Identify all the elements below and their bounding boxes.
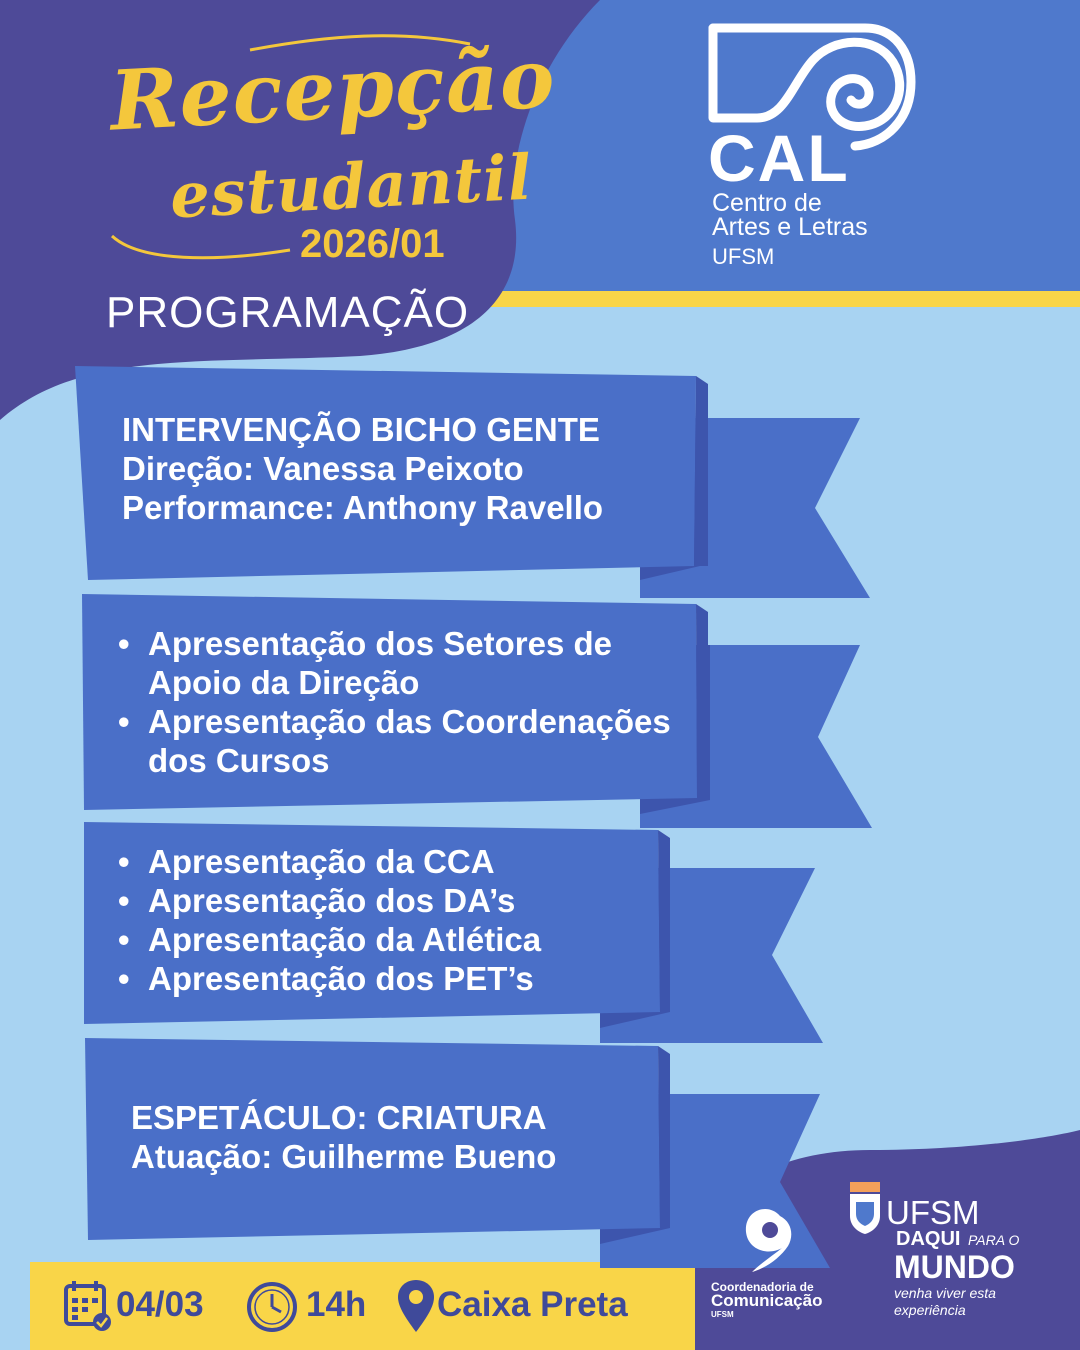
event-year: 2026/01 (300, 222, 445, 266)
list-item: • Apresentação das Coordenações dos Cursos (118, 702, 678, 780)
ufsm-para-o: PARA O (968, 1232, 1020, 1248)
cal-name-line-3: UFSM (712, 244, 775, 269)
ufsm-crest-icon (846, 1180, 884, 1236)
clock-icon (245, 1280, 299, 1334)
cal-name-line-1: Centro de (712, 189, 822, 217)
banner-4-line-1: ESPETÁCULO: CRIATURA (131, 1099, 547, 1136)
ufsm-daqui: DAQUI (896, 1228, 961, 1250)
cal-name-line-2: Artes e Letras (712, 213, 868, 241)
banner-1-line-1: INTERVENÇÃO BICHO GENTE (122, 411, 600, 448)
ufsm-slogan-line-1: venha viver esta (894, 1285, 996, 1301)
comunicacao-line-1: Coordenadoria de (711, 1280, 814, 1294)
ufsm-mundo: MUNDO (894, 1249, 1015, 1285)
comunicacao-line-2: Comunicação (711, 1291, 823, 1310)
list-item: • Apresentação da Atlética (118, 920, 638, 959)
ufsm-name: UFSM (886, 1194, 980, 1231)
title-line-1: Recepção (107, 30, 558, 150)
title-line-2: estudantil (168, 140, 535, 233)
banner-1-line-3: Performance: Anthony Ravello (122, 489, 604, 526)
ufsm-slogan-line-2: experiência (894, 1302, 966, 1318)
event-date: 04/03 (116, 1285, 204, 1324)
location-pin-icon (396, 1278, 436, 1334)
event-time: 14h (306, 1285, 367, 1324)
banner-4-line-2: Atuação: Guilherme Bueno (131, 1138, 557, 1175)
programacao-heading: PROGRAMAÇÃO (106, 288, 470, 337)
comunicacao-logo-mark (738, 1198, 798, 1278)
list-item: • Apresentação dos DA’s (118, 881, 638, 920)
cal-acronym: CAL (708, 121, 850, 195)
banner-2-list (118, 624, 678, 780)
banner-4-text (131, 1098, 556, 1176)
list-item: • Apresentação da CCA (118, 842, 638, 881)
list-item: • Apresentação dos Setores de Apoio da Direção (118, 624, 678, 702)
calendar-icon (62, 1278, 114, 1334)
banner-1-line-2: Direção: Vanessa Peixoto (122, 450, 524, 487)
list-item: • Apresentação dos PET’s (118, 959, 638, 998)
banner-1-text (122, 410, 603, 527)
event-location: Caixa Preta (437, 1285, 628, 1324)
banner-3-list (118, 842, 638, 998)
comunicacao-line-3: UFSM (711, 1310, 734, 1319)
